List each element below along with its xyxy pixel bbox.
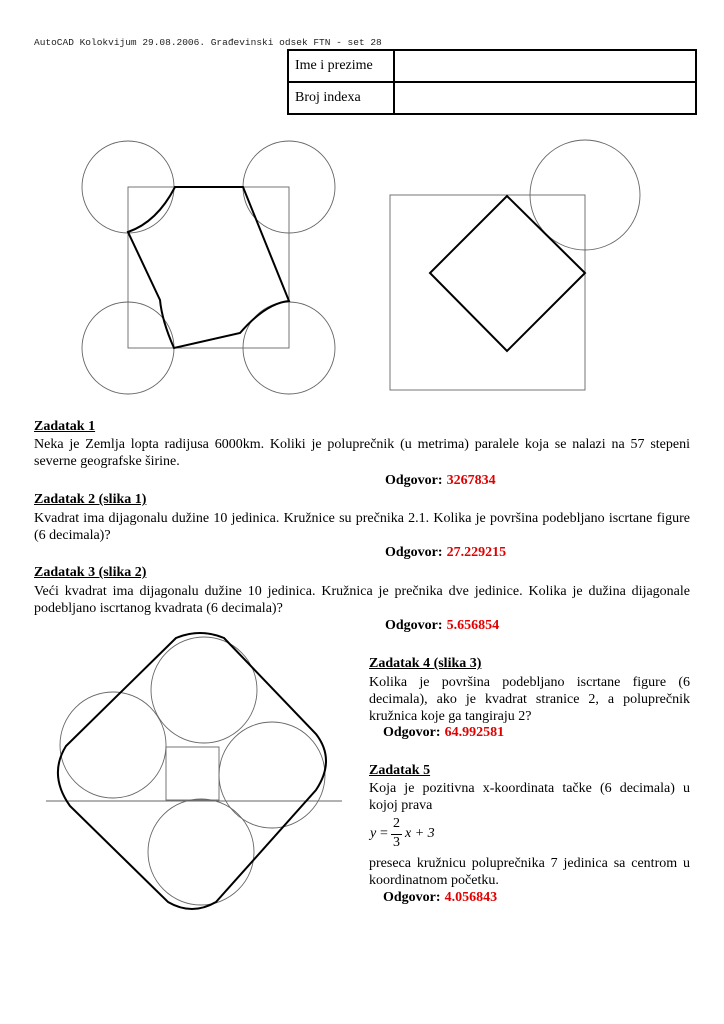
page-header: AutoCAD Kolokvijum 29.08.2006. Građevinski odsek FTN - set 28 [34, 37, 382, 48]
task-1-answer-label: Odgovor: [385, 473, 443, 488]
fig2-square [390, 195, 585, 390]
task-5-text-continued: preseca kružnicu poluprečnika 7 jedinica sa centrom u koordinatnom početku. [369, 856, 690, 888]
task-2-answer-label: Odgovor: [385, 545, 443, 560]
fig2-bold-square [430, 196, 585, 351]
fig3-circle-right [219, 722, 325, 828]
equation-denominator: 3 [393, 835, 400, 850]
equation-lhs: y [370, 826, 377, 841]
figure-3 [46, 633, 342, 909]
task-3-title: Zadatak 3 (slika 2) [34, 565, 147, 580]
task-3-text: Veći kvadrat ima dijagonalu dužine 10 jedinica. Kružnica je prečnika dve jedinice. Kolika je dužina dijagonale podebljano iscrtanog kvadrata (6 decimala)? [34, 584, 690, 616]
task-4-answer-label: Odgovor: [383, 725, 441, 740]
task-2-answer-value: 27.229215 [446, 545, 507, 560]
line-equation [370, 816, 450, 852]
task-4-title: Zadatak 4 (slika 3) [369, 656, 482, 671]
task-2-title: Zadatak 2 (slika 1) [34, 492, 147, 507]
task-5-answer [383, 890, 497, 906]
task-5-text: Koja je pozitivna x-koordinata tačke (6 decimala) u kojoj prava [369, 781, 690, 813]
task-5-title: Zadatak 5 [369, 763, 431, 778]
task-1-answer [385, 473, 496, 489]
task-2-answer [385, 545, 506, 561]
name-label: Ime i prezime [288, 50, 394, 82]
task-3-answer-value: 5.656854 [446, 618, 500, 633]
task-4-answer-value: 64.992581 [444, 725, 505, 740]
task-3-answer-label: Odgovor: [385, 618, 443, 633]
fig3-bold-shape [58, 633, 326, 909]
fig1-bold-shape [128, 187, 289, 348]
fig3-small-square [166, 747, 219, 800]
task-1-text: Neka je Zemlja lopta radijusa 6000km. Koliki je poluprečnik (u metrima) paralele koja se nalazi na 57 stepeni severne geografske širine. [34, 437, 690, 469]
task-1-answer-value: 3267834 [446, 473, 496, 488]
task-5-answer-value: 4.056843 [444, 890, 498, 905]
figure-1 [82, 141, 335, 394]
fig1-square [128, 187, 289, 348]
equation-rhs: x + 3 [405, 826, 435, 841]
figure-2 [390, 140, 640, 390]
fig3-circle-left [60, 692, 166, 798]
task-1-title: Zadatak 1 [34, 419, 96, 434]
fig3-circle-bottom [148, 799, 254, 905]
equation-equals: = [380, 826, 388, 841]
task-3-answer [385, 618, 499, 634]
index-label: Broj indexa [288, 82, 394, 114]
task-5-answer-label: Odgovor: [383, 890, 441, 905]
equation-numerator: 2 [393, 816, 400, 831]
task-4-text: Kolika je površina podebljano iscrtane figure (6 decimala), ako je kvadrat stranice 2, a poluprečnik kružnica koje ga tangiraju 2? [369, 675, 690, 724]
fig3-circle-top [151, 637, 257, 743]
task-4-answer [383, 725, 504, 741]
task-2-text: Kvadrat ima dijagonalu dužine 10 jedinica. Kružnice su prečnika 2.1. Kolika je površina podebljano iscrtane figure (6 decimala)? [34, 511, 690, 543]
